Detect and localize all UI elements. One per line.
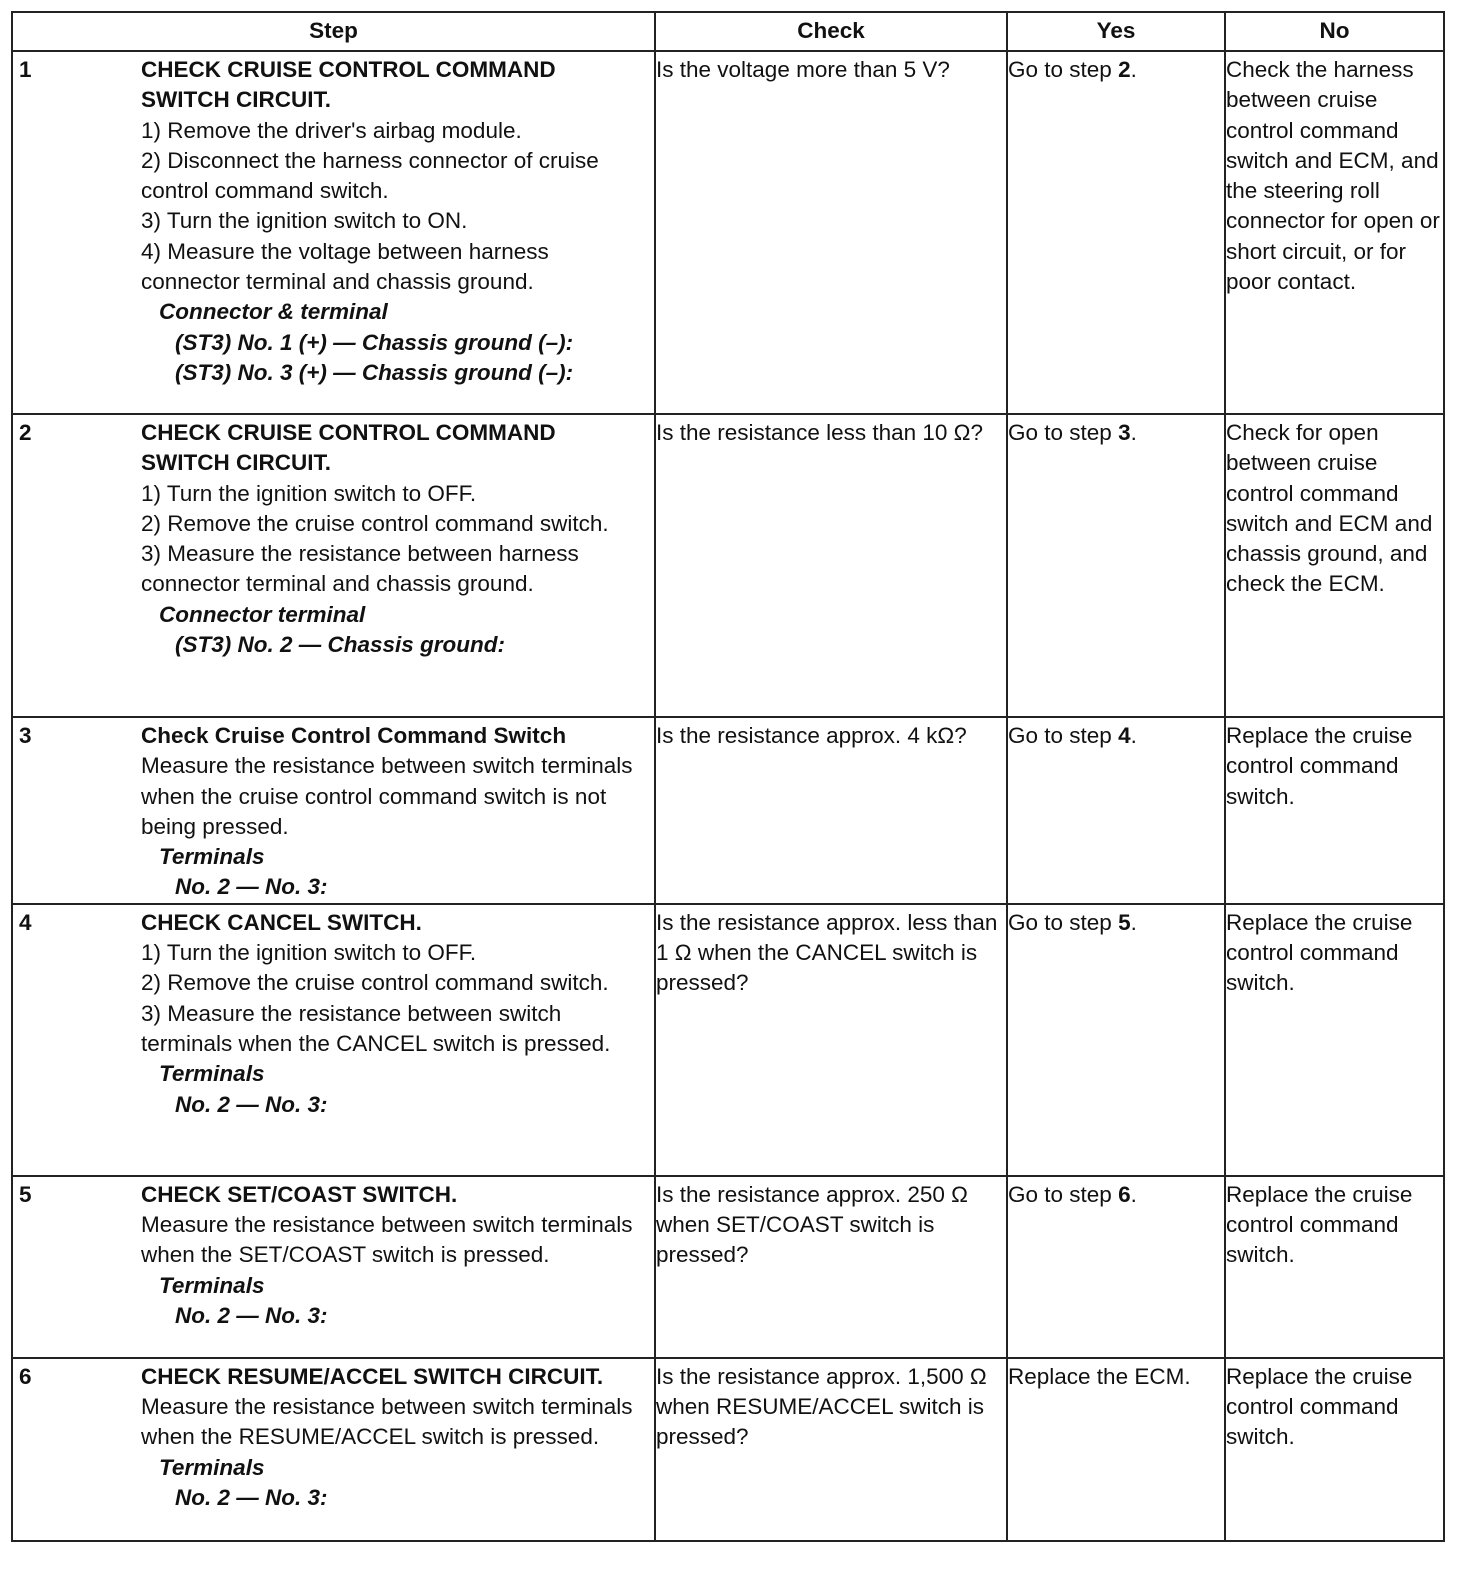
check-text: Is the voltage more than 5 V?	[656, 57, 950, 82]
yes-cell	[1007, 904, 1225, 1176]
sub-heading: Connector terminal	[159, 601, 366, 627]
step-instruction: 3) Turn the ignition switch to ON.	[141, 208, 468, 234]
step-instruction: 2) Disconnect the harness connector of cruise control command switch.	[141, 147, 599, 204]
sub-item: No. 2 — No. 3:	[175, 1484, 328, 1510]
yes-step-number: 5	[1118, 909, 1131, 935]
step-instruction: 3) Measure the resistance between switch terminals when the CANCEL switch is pressed.	[141, 1000, 611, 1056]
step-instruction: 2) Remove the cruise control command switch.	[141, 510, 609, 536]
check-text: Is the resistance approx. 4 kΩ?	[656, 723, 967, 748]
yes-text: Go to step	[1008, 1181, 1119, 1207]
yes-cell	[1007, 717, 1225, 904]
step-instruction: 1) Remove the driver's airbag module.	[141, 117, 522, 143]
step-title: CHECK CRUISE CONTROL COMMAND SWITCH CIRCUIT.	[141, 420, 556, 476]
yes-step-number: 6	[1118, 1181, 1131, 1207]
sub-item: (ST3) No. 1 (+) — Chassis ground (–):	[175, 329, 574, 355]
step-cell	[12, 904, 655, 1176]
table-row	[12, 717, 1444, 904]
no-cell	[1225, 51, 1444, 414]
yes-text: Replace the ECM.	[1008, 1363, 1191, 1389]
header-step: Step	[12, 12, 655, 51]
no-cell	[1225, 1176, 1444, 1358]
diagnostic-table	[11, 11, 1445, 1542]
step-number: 2	[19, 420, 32, 445]
yes-suffix: .	[1130, 723, 1137, 748]
header-yes: Yes	[1007, 12, 1225, 51]
step-cell	[12, 1176, 655, 1358]
table-row	[12, 1358, 1444, 1541]
step-number: 1	[19, 57, 32, 82]
check-text: Is the resistance approx. 1,500 Ω when RESUME/ACCEL switch is pressed?	[656, 1363, 987, 1450]
sub-heading: Terminals	[159, 1272, 265, 1298]
step-cell	[12, 717, 655, 904]
check-text: Is the resistance less than 10 Ω?	[656, 420, 983, 445]
step-instruction: Measure the resistance between switch terminals when the RESUME/ACCEL switch is pressed.	[141, 1394, 633, 1450]
check-text: Is the resistance approx. less than 1 Ω when the CANCEL switch is pressed?	[656, 909, 998, 996]
table-row	[12, 1176, 1444, 1358]
yes-cell	[1007, 51, 1225, 414]
yes-cell	[1007, 1176, 1225, 1358]
table-row	[12, 904, 1444, 1176]
step-instruction: 3) Measure the resistance between harness connector terminal and chassis ground.	[141, 541, 579, 597]
step-cell	[12, 1358, 655, 1541]
step-title: CHECK CRUISE CONTROL COMMAND SWITCH CIRCUIT.	[141, 57, 556, 113]
check-cell	[655, 51, 1007, 414]
sub-item: (ST3) No. 3 (+) — Chassis ground (–):	[175, 359, 574, 385]
header-no: No	[1225, 12, 1444, 51]
yes-suffix: .	[1130, 1181, 1137, 1207]
table-row	[12, 51, 1444, 414]
no-cell	[1225, 414, 1444, 717]
yes-suffix: .	[1130, 57, 1137, 82]
check-text: Is the resistance approx. 250 Ω when SET/COAST switch is pressed?	[656, 1181, 968, 1268]
no-cell	[1225, 717, 1444, 904]
step-number: 4	[19, 909, 32, 935]
sub-heading: Terminals	[159, 1061, 265, 1087]
step-instruction: 4) Measure the voltage between harness connector terminal and chassis ground.	[141, 238, 549, 295]
yes-text: Go to step	[1008, 909, 1119, 935]
sub-heading: Connector & terminal	[159, 299, 388, 325]
step-instruction: 1) Turn the ignition switch to OFF.	[141, 480, 477, 506]
yes-suffix: .	[1130, 909, 1137, 935]
yes-step-number: 4	[1118, 723, 1131, 748]
step-instruction: Measure the resistance between switch terminals when the cruise control command switch is not being pressed.	[141, 753, 633, 839]
check-cell	[655, 904, 1007, 1176]
yes-text: Go to step	[1008, 420, 1119, 445]
check-cell	[655, 1176, 1007, 1358]
step-title: CHECK CANCEL SWITCH.	[141, 909, 422, 935]
step-title: Check Cruise Control Command Switch	[141, 723, 567, 748]
step-instruction: 1) Turn the ignition switch to OFF.	[141, 940, 477, 966]
no-text: Replace the cruise control command switch.	[1226, 723, 1413, 809]
yes-text: Go to step	[1008, 723, 1119, 748]
header-check: Check	[655, 12, 1007, 51]
no-text: Check the harness between cruise control command switch and ECM, and the steering roll connector for open or short circuit, or for poor contact.	[1226, 57, 1440, 295]
step-instruction: Measure the resistance between switch terminals when the SET/COAST switch is pressed.	[141, 1212, 633, 1268]
check-cell	[655, 717, 1007, 904]
yes-text: Go to step	[1008, 57, 1119, 82]
step-number: 6	[19, 1363, 32, 1389]
yes-cell	[1007, 1358, 1225, 1541]
step-number: 3	[19, 723, 32, 748]
step-title: CHECK SET/COAST SWITCH.	[141, 1181, 458, 1207]
no-cell	[1225, 904, 1444, 1176]
sub-heading: Terminals	[159, 844, 265, 870]
no-text: Replace the cruise control command switch.	[1226, 909, 1413, 996]
sub-item: No. 2 — No. 3:	[175, 1302, 328, 1328]
yes-step-number: 3	[1118, 420, 1131, 445]
header-row	[12, 12, 1444, 51]
sub-heading: Terminals	[159, 1454, 265, 1480]
yes-step-number: 2	[1118, 57, 1131, 82]
step-number: 5	[19, 1181, 32, 1207]
no-text: Replace the cruise control command switch.	[1226, 1181, 1413, 1268]
sub-item: No. 2 — No. 3:	[175, 874, 328, 900]
check-cell	[655, 414, 1007, 717]
sub-item: No. 2 — No. 3:	[175, 1091, 328, 1117]
table-row	[12, 414, 1444, 717]
no-text: Check for open between cruise control command switch and ECM and chassis ground, and check the ECM.	[1226, 420, 1433, 597]
step-cell	[12, 414, 655, 717]
yes-suffix: .	[1130, 420, 1137, 445]
no-cell	[1225, 1358, 1444, 1541]
step-title: CHECK RESUME/ACCEL SWITCH CIRCUIT.	[141, 1363, 604, 1389]
no-text: Replace the cruise control command switch.	[1226, 1363, 1413, 1450]
step-cell	[12, 51, 655, 414]
sub-item: (ST3) No. 2 — Chassis ground:	[175, 632, 506, 658]
step-instruction: 2) Remove the cruise control command switch.	[141, 970, 609, 996]
check-cell	[655, 1358, 1007, 1541]
yes-cell	[1007, 414, 1225, 717]
